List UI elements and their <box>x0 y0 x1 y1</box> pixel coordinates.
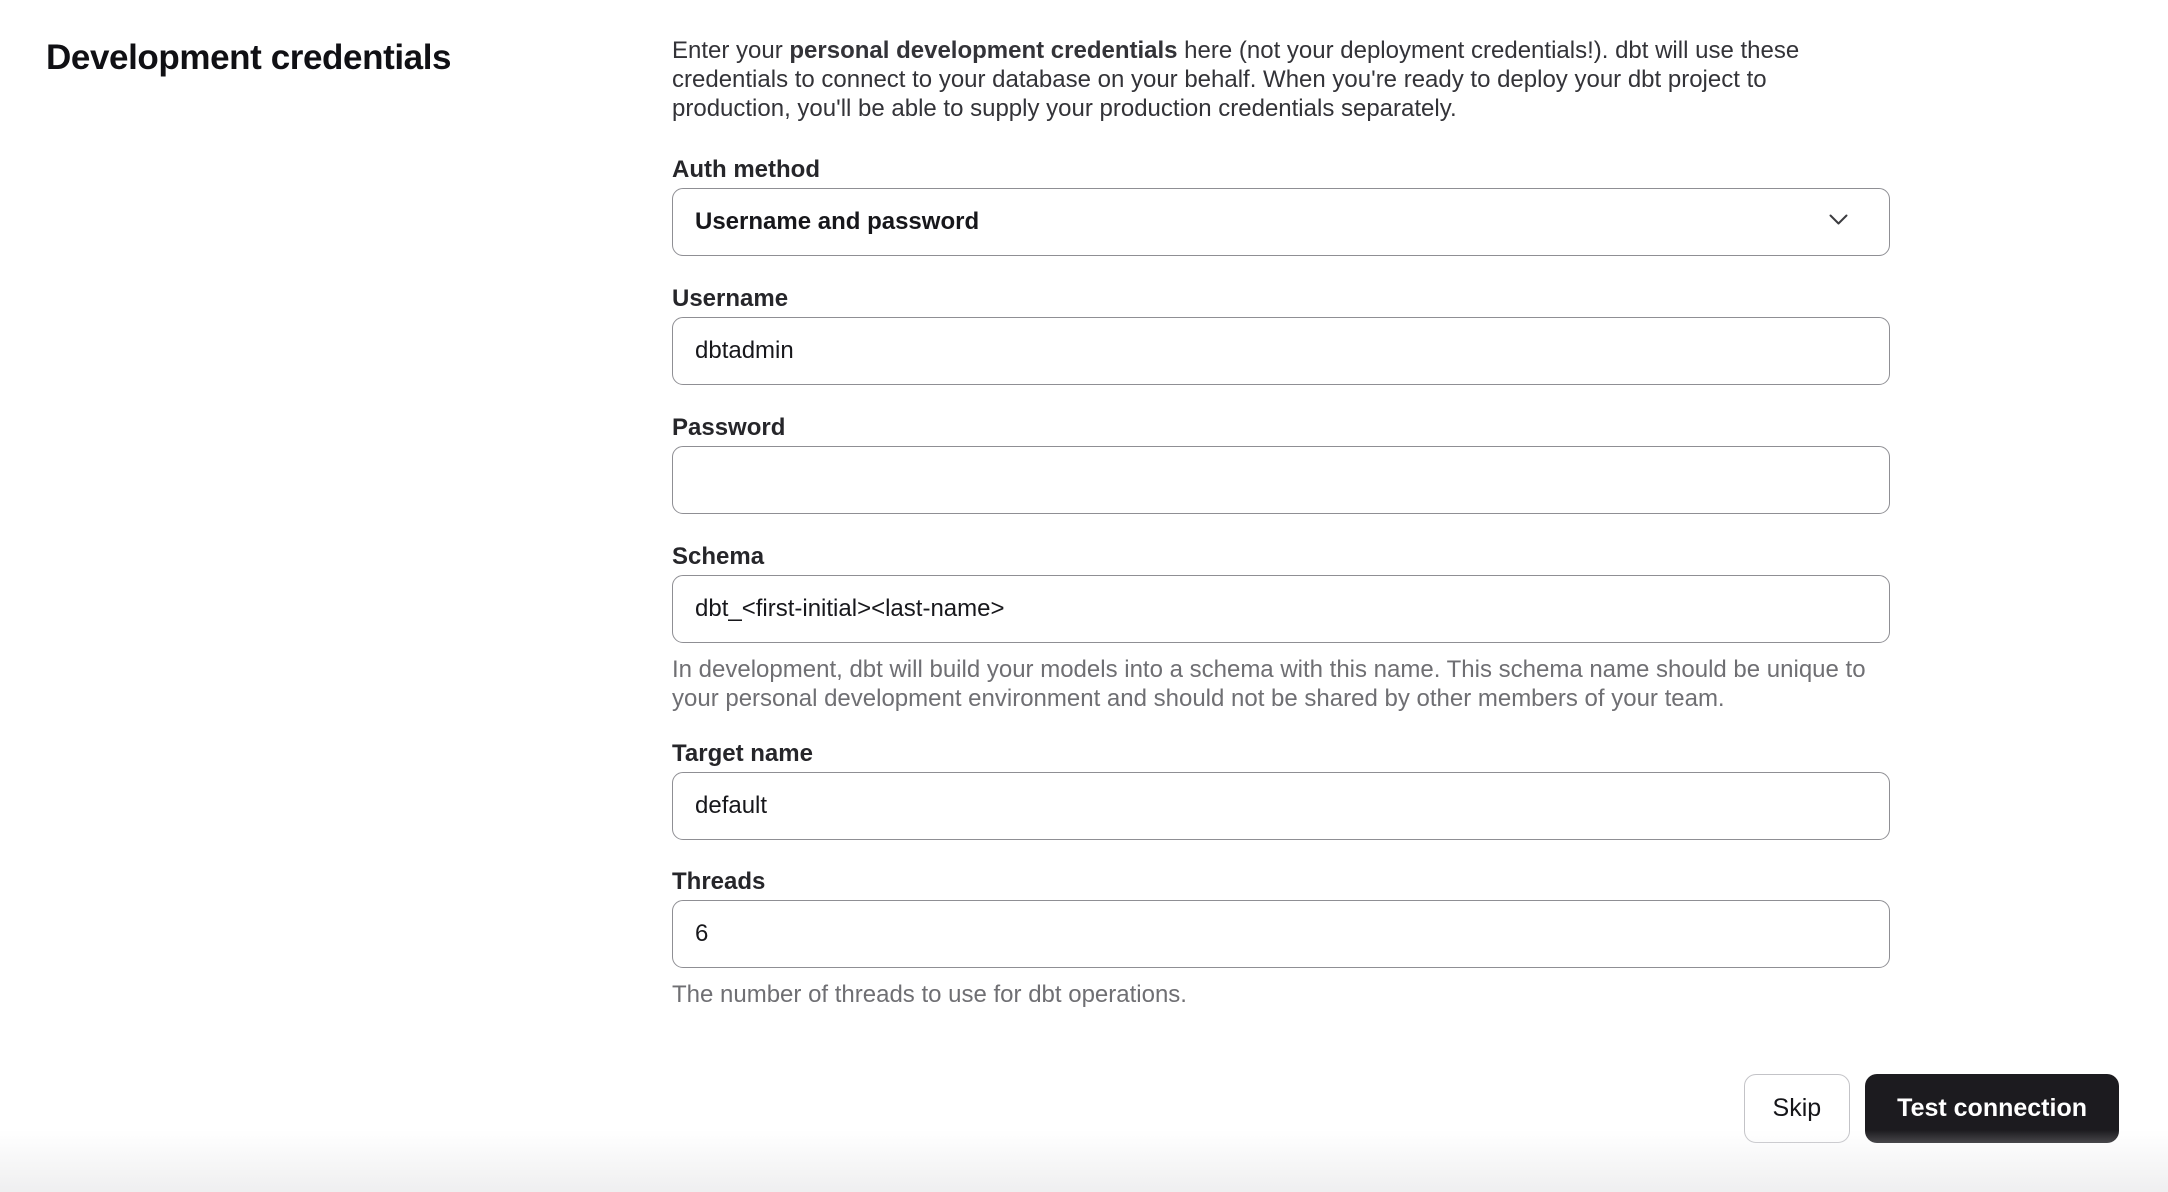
intro-text <box>672 36 1857 123</box>
threads-field-group <box>672 867 1890 1009</box>
password-label: Password <box>672 414 786 441</box>
auth-method-select[interactable] <box>672 188 1890 256</box>
chevron-down-icon <box>1828 213 1849 231</box>
skip-button[interactable]: Skip <box>1744 1074 1851 1143</box>
target-name-field-group <box>672 739 1890 840</box>
password-field-group <box>672 413 1890 514</box>
auth-method-selected-value: Username and password <box>695 208 980 235</box>
threads-helper-text: The number of threads to use for dbt operations. <box>672 981 1187 1008</box>
target-name-input[interactable] <box>672 772 1890 840</box>
schema-field-group <box>672 542 1890 713</box>
page-title: Development credentials <box>46 38 452 77</box>
threads-input[interactable] <box>672 900 1890 968</box>
footer-actions <box>1744 1074 2119 1143</box>
auth-method-label: Auth method <box>672 156 820 183</box>
password-input[interactable] <box>672 446 1890 514</box>
test-connection-button[interactable]: Test connection <box>1865 1074 2119 1143</box>
username-label: Username <box>672 285 789 312</box>
auth-method-field-group <box>672 155 1890 256</box>
intro-text-post: here (not your deployment credentials!). dbt will use these credentials to connect to your database on your behalf. When you're ready to deploy your dbt project to production, you'll be able to supply your production credentials separately. <box>672 37 1800 122</box>
intro-text-bold: personal development credentials <box>789 37 1178 64</box>
schema-helper-text: In development, dbt will build your models into a schema with this name. This schema name should be unique to your personal development environment and should not be shared by other members of your team. <box>672 656 1866 712</box>
target-name-label: Target name <box>672 740 813 767</box>
threads-label: Threads <box>672 868 766 895</box>
credentials-form <box>672 36 1890 1009</box>
schema-input[interactable] <box>672 575 1890 643</box>
intro-text-pre: Enter your <box>672 37 790 64</box>
schema-label: Schema <box>672 543 765 570</box>
username-input[interactable] <box>672 317 1890 385</box>
username-field-group <box>672 284 1890 385</box>
